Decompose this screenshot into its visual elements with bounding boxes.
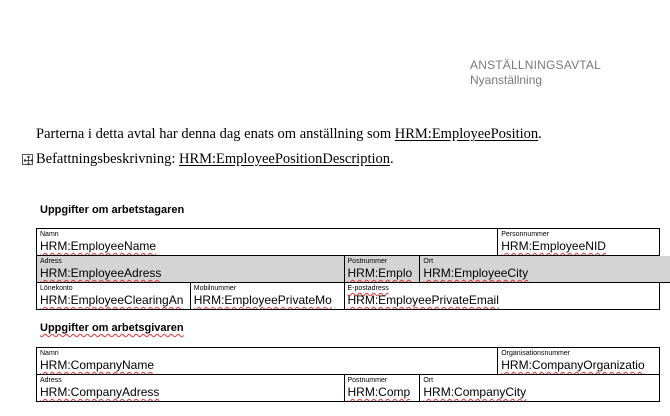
employee-address-cell[interactable] xyxy=(37,256,345,282)
employee-section-title: Uppgifter om arbetstagaren xyxy=(40,204,185,216)
employee-mobile-label: Mobilnummer xyxy=(193,285,237,292)
employee-postal-label: Postnummer xyxy=(347,258,388,265)
merge-field-company-postal[interactable]: HRM:Comp xyxy=(347,385,411,399)
employee-table xyxy=(36,228,660,310)
merge-field-employee-position[interactable]: HRM:EmployeePosition xyxy=(394,126,539,142)
company-postal-cell[interactable] xyxy=(345,375,421,401)
company-name-cell[interactable] xyxy=(37,348,498,374)
merge-field-employee-mobile[interactable]: HRM:EmployeePrivateMo xyxy=(193,293,332,307)
company-city-cell[interactable] xyxy=(420,375,660,401)
document-subtitle: Nyanställning xyxy=(470,73,543,87)
employee-city-cell[interactable] xyxy=(420,256,670,282)
company-city-label: Ort xyxy=(423,377,434,384)
employee-row-contact xyxy=(37,283,660,310)
table-move-handle-icon[interactable] xyxy=(22,154,33,165)
company-row-address xyxy=(37,375,660,402)
description-period: . xyxy=(390,151,394,167)
employee-email-label: E-postadress xyxy=(347,285,389,292)
employee-postal-cell[interactable] xyxy=(345,256,421,282)
merge-field-employee-name[interactable]: HRM:EmployeeName xyxy=(40,239,157,253)
merge-field-company-city[interactable]: HRM:CompanyCity xyxy=(423,385,527,399)
merge-field-employee-email[interactable]: HRM:EmployeePrivateEmail xyxy=(347,293,499,307)
employee-city-label: Ort xyxy=(423,258,434,265)
merge-field-company-org[interactable]: HRM:CompanyOrganizatio xyxy=(501,358,645,372)
employee-mobile-cell[interactable] xyxy=(191,283,345,309)
company-org-cell[interactable] xyxy=(498,348,660,374)
employee-row-address xyxy=(37,256,670,283)
merge-field-employee-postal[interactable]: HRM:Emplo xyxy=(347,266,413,280)
employee-name-cell[interactable] xyxy=(37,229,498,255)
company-table xyxy=(36,347,660,402)
intro-line-position[interactable] xyxy=(36,125,542,143)
document-title: ANSTÄLLNINGSAVTAL xyxy=(470,58,601,72)
employee-pnr-cell[interactable] xyxy=(498,229,660,255)
company-name-label: Namn xyxy=(40,350,59,357)
company-address-label: Adress xyxy=(40,377,62,384)
document-header xyxy=(470,58,601,88)
employee-pnr-label: Personnummer xyxy=(501,231,550,238)
merge-field-employee-city[interactable]: HRM:EmployeeCity xyxy=(423,266,529,280)
company-row-name xyxy=(37,348,660,375)
employee-name-label: Namn xyxy=(40,231,59,238)
merge-field-employee-address[interactable]: HRM:EmployeeAdress xyxy=(40,266,162,280)
employee-account-cell[interactable] xyxy=(37,283,191,309)
employee-row-name xyxy=(37,229,660,256)
employee-email-cell[interactable] xyxy=(345,283,660,309)
employee-account-label: Lönekonto xyxy=(40,285,73,292)
description-label: Befattningsbeskrivning: xyxy=(36,151,179,167)
company-org-label: Organisationsnummer xyxy=(501,350,571,357)
employee-address-label: Adress xyxy=(40,258,62,265)
merge-field-company-address[interactable]: HRM:CompanyAdress xyxy=(40,385,160,399)
intro-line-description[interactable] xyxy=(36,150,394,168)
merge-field-position-description[interactable]: HRM:EmployeePositionDescription xyxy=(178,151,391,167)
intro-period: . xyxy=(538,126,542,142)
merge-field-employee-nid[interactable]: HRM:EmployeeNID xyxy=(501,239,606,253)
company-postal-label: Postnummer xyxy=(347,377,388,384)
merge-field-employee-account[interactable]: HRM:EmployeeClearingAn xyxy=(40,293,184,307)
company-section-title: Uppgifter om arbetsgivaren xyxy=(40,322,184,334)
merge-field-company-name[interactable]: HRM:CompanyName xyxy=(40,358,155,372)
intro-text: Parterna i detta avtal har denna dag enats om anställning som xyxy=(36,126,395,142)
company-address-cell[interactable] xyxy=(37,375,345,401)
